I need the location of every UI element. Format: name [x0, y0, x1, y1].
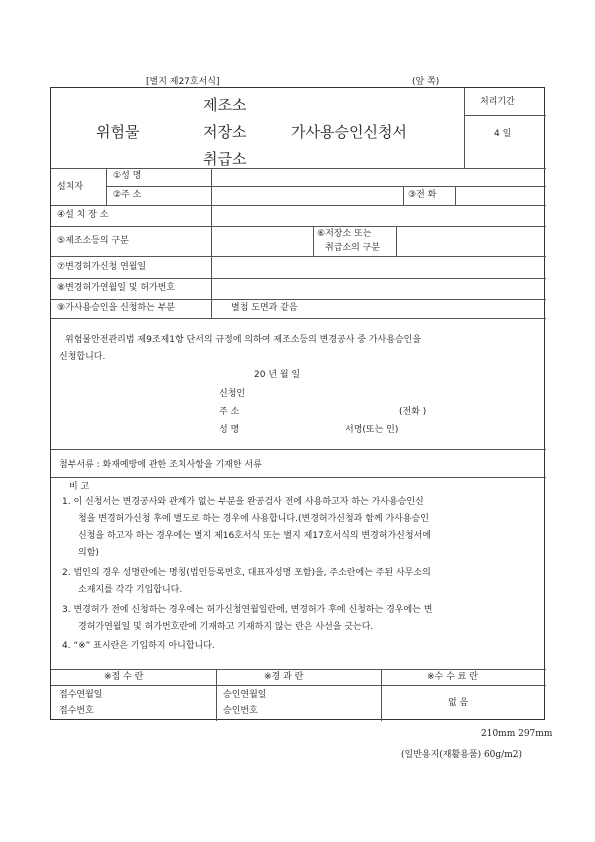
approval-date-label: 승인연월일: [223, 690, 267, 700]
facility-type-label: ⑤제조소등의 구분: [57, 236, 129, 246]
location-label: ④설 치 장 소: [57, 210, 109, 220]
applicant-phone-label: (전화 ): [399, 407, 427, 417]
reception-header: ※접 수 란: [104, 672, 144, 682]
permit-no-label: ⑧변경허가연월일 및 허가번호: [57, 283, 176, 293]
paper-type: (일반용지(재활용품) 60g/m2): [401, 750, 522, 760]
remark-line: 소재지를 각각 기입합니다.: [78, 585, 183, 595]
form-number: [별지 제27호서식]: [146, 77, 220, 87]
remark-line: 1. 이 신청서는 변경공사와 관계가 없는 부분을 완공검사 전에 사용하고자 하는 가사용승인신: [62, 497, 424, 507]
statement-line-1: 위험물안전관리법 제9조제1항 단서의 규정에 의하여 제조소등의 변경공사 중 가사용승인을: [65, 335, 422, 345]
remark-line: 의함): [78, 548, 99, 558]
signature-label: 서명(또는 인): [345, 425, 399, 435]
storage-type-label-2: 취급소의 구분: [325, 243, 381, 253]
reception-no-label: 접수번호: [59, 706, 94, 716]
approval-no-label: 승인번호: [223, 706, 258, 716]
process-header: ※경 과 란: [264, 672, 304, 682]
change-date-label: ⑦변경허가신청 연월일: [57, 262, 147, 272]
attachments: 첨부서류 : 화재예방에 관한 조치사항을 기재한 서류: [59, 460, 262, 470]
applicant-name-label: 성 명: [219, 425, 240, 435]
fee-header: ※수 수 료 란: [427, 672, 478, 682]
title-kind-3: 취급소: [203, 150, 247, 168]
page-side: (앞 쪽): [412, 77, 440, 87]
application-date: 20 년 월 일: [254, 370, 301, 380]
address-label: ②주 소: [113, 190, 142, 200]
storage-type-label-1: ⑥저장소 또는: [317, 229, 372, 239]
remark-line: 2. 법인의 경우 성명란에는 명칭(법인등록번호, 대표자성명 포함)을, 주소란에는 주된 사무소의: [62, 568, 431, 578]
paper-size: 210mm 297mm: [481, 729, 553, 739]
remark-line: 신청을 하고자 하는 경우에는 별지 제16호서식 또는 별지 제17호서식의 변경허가신청서에: [78, 531, 431, 541]
remarks-title: 비 고: [69, 482, 90, 492]
statement-line-2: 신청합니다.: [59, 352, 106, 362]
title-kind-1: 제조소: [203, 96, 247, 114]
remark-line: 청을 변경허가신청 후에 별도로 하는 경우에 사용합니다.(변경허가신청과 함께 가사용승인: [78, 514, 429, 524]
applicant-label: 신청인: [219, 389, 246, 399]
page-title: 가사용승인신청서: [291, 123, 407, 141]
temp-part-value: 별첨 도면과 같음: [231, 303, 298, 313]
reception-date-label: 접수연월일: [59, 690, 103, 700]
applicant-address-label: 주 소: [219, 407, 240, 417]
application-form: [50, 87, 545, 720]
remark-line: 경허가연월일 및 허가번호란에 기재하고 기재하지 않는 란은 사선을 긋는다.: [78, 622, 374, 632]
remark-line: 3. 변경허가 전에 신청하는 경우에는 허가신청연월일란에, 변경허가 후에 신청하는 경우에는 변: [62, 605, 433, 615]
period-value: 4 일: [494, 129, 512, 139]
fee-value: 없 음: [448, 698, 469, 708]
temp-part-label: ⑨가사용승인을 신청하는 부분: [57, 303, 176, 313]
installer-label: 설치자: [57, 182, 84, 192]
name-label: ①성 명: [113, 171, 142, 181]
period-label: 처리기간: [480, 97, 515, 107]
phone-label: ③전 화: [408, 190, 437, 200]
title-left: 위험물: [96, 123, 140, 141]
title-kind-2: 저장소: [203, 123, 247, 141]
remark-line: 4. “※” 표시란은 기입하지 아니합니다.: [62, 641, 215, 651]
